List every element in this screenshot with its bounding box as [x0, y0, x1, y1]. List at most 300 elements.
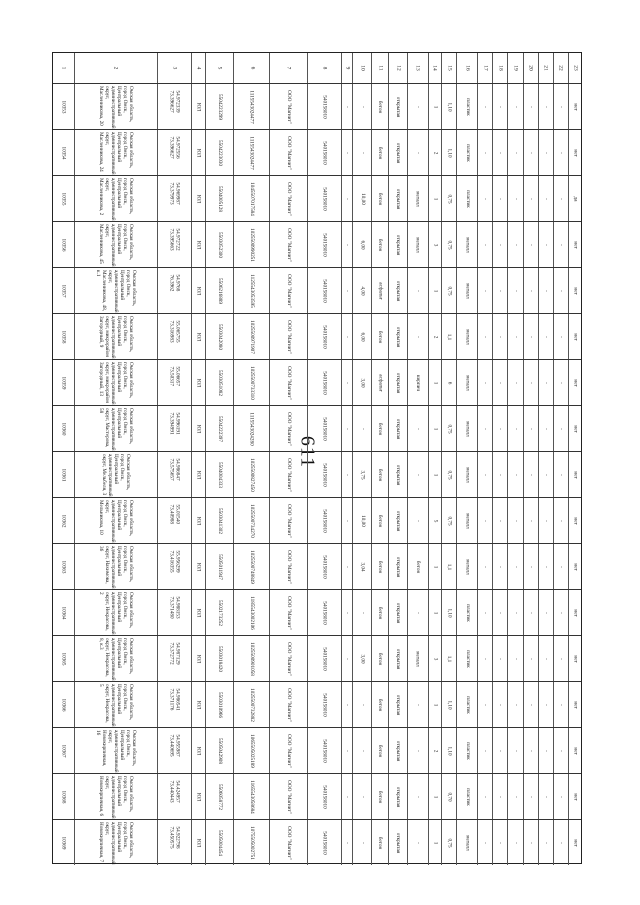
table-cell — [352, 222, 371, 267]
cell-text: - — [527, 565, 534, 568]
table-cell — [407, 314, 428, 359]
cell-text: - — [497, 335, 504, 338]
table-cell — [74, 682, 157, 727]
cell-text: бетон — [377, 744, 384, 757]
table-cell — [477, 636, 492, 681]
header-cell — [456, 53, 477, 83]
column-number: 10 — [359, 65, 366, 71]
table-cell — [523, 314, 538, 359]
cell-text: 0,75 — [446, 193, 453, 204]
cell-text: 540158010 — [321, 692, 328, 717]
table-cell — [441, 728, 456, 773]
cell-text: - — [497, 611, 504, 614]
cell-text: ЮЛ — [195, 378, 202, 387]
table-cell — [341, 498, 352, 543]
cell-text: - — [344, 427, 351, 430]
table-cell — [352, 130, 371, 175]
table-cell — [157, 682, 191, 727]
table-cell — [269, 682, 307, 727]
cell-text: 10360 — [60, 422, 67, 435]
cell-text: - — [557, 519, 564, 522]
cell-text: 1,10 — [446, 101, 453, 112]
cell-text: - — [542, 657, 549, 660]
table-cell — [492, 728, 507, 773]
table-cell — [428, 682, 441, 727]
cell-text: металл — [464, 328, 471, 345]
cell-text: - — [527, 749, 534, 752]
table-cell — [74, 498, 157, 543]
cell-text: 10359 — [60, 376, 67, 389]
cell-text: открытая — [395, 372, 402, 393]
table-cell — [477, 360, 492, 405]
column-number: 12 — [395, 65, 402, 71]
table-cell — [553, 498, 568, 543]
table-cell — [53, 452, 74, 497]
cell-text: 540158010 — [321, 370, 328, 395]
table-cell — [428, 314, 441, 359]
cell-text: ЮЛ — [195, 700, 202, 709]
cell-text: - — [415, 795, 422, 798]
table-cell — [568, 84, 583, 129]
cell-text: - — [497, 105, 504, 108]
table-cell — [477, 176, 492, 221]
cell-text: открытая — [395, 648, 402, 669]
table-cell — [507, 774, 522, 819]
table-cell — [205, 728, 233, 773]
cell-text: - — [542, 565, 549, 568]
table-cell — [341, 544, 352, 589]
cell-text: 1025500733310 — [248, 365, 255, 400]
cell-text: 10369 — [60, 836, 67, 849]
cell-text: ЮЛ — [195, 286, 202, 295]
cell-text: металл — [415, 236, 422, 253]
cell-text: бетон — [377, 422, 384, 435]
table-cell — [477, 498, 492, 543]
table-cell — [456, 84, 477, 129]
table-cell — [307, 498, 341, 543]
table-cell — [205, 544, 233, 589]
cell-text: ООО "Магнит" — [285, 595, 292, 630]
table-cell — [523, 590, 538, 635]
cell-text: ООО "Магнит" — [285, 641, 292, 676]
header-cell — [157, 53, 191, 83]
cell-text: бетон — [377, 146, 384, 159]
cell-text: металл — [464, 558, 471, 575]
table-cell — [157, 268, 191, 313]
cell-text: нет — [572, 470, 579, 479]
cell-text: 54.996191 73.394991 — [168, 412, 181, 435]
header-cell — [441, 53, 456, 83]
cell-text: - — [527, 427, 534, 430]
cell-text: 1 — [432, 841, 439, 844]
column-number: 20 — [527, 65, 534, 71]
table-cell — [441, 682, 456, 727]
cell-text: ООО "Магнит" — [285, 365, 292, 400]
cell-text: - — [557, 427, 564, 430]
header-cell — [407, 53, 428, 83]
cell-text: - — [512, 657, 519, 660]
cell-text: ЮЛ — [195, 332, 202, 341]
cell-text: открытая — [395, 740, 402, 761]
cell-text: открытая — [395, 694, 402, 715]
cell-text: асфальт — [377, 281, 384, 300]
table-cell — [507, 590, 522, 635]
cell-text: - — [497, 473, 504, 476]
cell-text: - — [359, 841, 366, 844]
cell-text: 540158010 — [321, 186, 328, 211]
cell-text: - — [344, 565, 351, 568]
cell-text: 5504005128 — [216, 185, 223, 212]
table-cell — [191, 222, 205, 267]
cell-text: 54.922798 73.450575 — [168, 826, 181, 849]
column-number: 22 — [557, 65, 564, 71]
header-cell — [568, 53, 583, 83]
table-cell — [53, 176, 74, 221]
table-cell — [307, 130, 341, 175]
header-cell — [538, 53, 553, 83]
cell-text: Омская область, город Омск, Центральный административный округ, Некрасова, 5 — [97, 683, 134, 726]
cell-text: - — [542, 381, 549, 384]
table-cell — [74, 636, 157, 681]
cell-text: - — [557, 565, 564, 568]
cell-text: - — [527, 657, 534, 660]
table-cell — [492, 682, 507, 727]
cell-text: 1025500748849 — [248, 549, 255, 584]
table-cell — [428, 176, 441, 221]
cell-text: 0,75 — [446, 423, 453, 434]
table-row — [53, 267, 581, 313]
table-cell — [523, 360, 538, 405]
cell-text: нет — [572, 240, 579, 249]
cell-text: бетон — [377, 652, 384, 665]
table-cell — [492, 130, 507, 175]
cell-text: 3,00 — [359, 653, 366, 664]
cell-text: - — [482, 381, 489, 384]
table-row — [53, 405, 581, 451]
table-cell — [205, 774, 233, 819]
table-cell — [568, 130, 583, 175]
table-cell — [371, 728, 388, 773]
table-cell — [269, 130, 307, 175]
table-cell — [407, 222, 428, 267]
table-cell — [352, 636, 371, 681]
table-cell — [553, 590, 568, 635]
cell-text: Омская область, город Омск, Центральный административный округ, микрорайон Загородный, 9 — [97, 315, 134, 358]
table-cell — [205, 682, 233, 727]
cell-text: - — [557, 657, 564, 660]
cell-text: 5504004333 — [216, 461, 223, 488]
cell-text: 1 — [432, 427, 439, 430]
cell-text: асфальт — [377, 373, 384, 392]
table-cell — [233, 406, 269, 451]
table-cell — [428, 130, 441, 175]
cell-text: 540158010 — [321, 830, 328, 855]
table-cell — [492, 360, 507, 405]
column-number: 7 — [285, 66, 292, 70]
cell-text: - — [344, 611, 351, 614]
cell-text: ООО "Магнит" — [285, 411, 292, 446]
table-cell — [407, 176, 428, 221]
table-cell — [191, 820, 205, 865]
cell-text: Омская область, город Омск, Центральный административный округ, Новокирпичная, 16 — [94, 729, 137, 772]
column-number: 21 — [542, 65, 549, 71]
cell-text: 1,10 — [446, 147, 453, 158]
table-cell — [523, 176, 538, 221]
cell-text: 54.9768 76.3962 — [168, 274, 181, 291]
cell-text: 0,70 — [446, 791, 453, 802]
header-cell — [523, 53, 538, 83]
table-cell — [233, 498, 269, 543]
cell-text: - — [512, 335, 519, 338]
cell-text: - — [557, 243, 564, 246]
cell-text: - — [527, 473, 534, 476]
table-cell — [441, 406, 456, 451]
column-number: 9 — [344, 66, 351, 70]
cell-text: пластик — [464, 787, 471, 806]
column-number: 2 — [112, 66, 119, 70]
table-cell — [74, 176, 157, 221]
table-cell — [538, 728, 553, 773]
table-cell — [341, 590, 352, 635]
cell-text: - — [344, 473, 351, 476]
cell-text: 10364 — [60, 606, 67, 619]
cell-text: Омская область, город Омск, Центральный административный округ, Нахимова, 36 — [97, 545, 134, 588]
table-cell — [407, 360, 428, 405]
table-cell — [233, 452, 269, 497]
table-row — [53, 451, 581, 497]
table-cell — [388, 130, 407, 175]
cell-text: бетон — [377, 836, 384, 849]
table-cell — [523, 268, 538, 313]
header-cell — [341, 53, 352, 83]
table-cell — [477, 820, 492, 865]
table-cell — [456, 360, 477, 405]
table-cell — [407, 130, 428, 175]
table-cell — [492, 544, 507, 589]
cell-text: ООО "Магнит" — [285, 319, 292, 354]
table-header-row — [53, 53, 581, 83]
cell-text: 1,10 — [446, 699, 453, 710]
table-cell — [341, 176, 352, 221]
cell-text: бетон — [377, 238, 384, 251]
table-cell — [507, 314, 522, 359]
cell-text: 1 — [432, 197, 439, 200]
cell-text: - — [542, 703, 549, 706]
table-cell — [441, 360, 456, 405]
table-cell — [157, 130, 191, 175]
header-cell — [492, 53, 507, 83]
table-cell — [233, 820, 269, 865]
cell-text: 1045507017584 — [248, 181, 255, 216]
cell-text: металл — [415, 190, 422, 207]
cell-text: Омская область, город Омск, Центральный административный округ, Мастерова, 58 — [97, 407, 134, 450]
table-cell — [507, 636, 522, 681]
cell-text: 5504223030 — [216, 139, 223, 166]
cell-text: нет — [572, 700, 579, 709]
table-cell — [371, 774, 388, 819]
table-cell — [74, 406, 157, 451]
table-cell — [74, 590, 157, 635]
table-cell — [205, 452, 233, 497]
cell-text: 1025500734270 — [248, 503, 255, 538]
table-cell — [568, 636, 583, 681]
table-cell — [205, 406, 233, 451]
table-cell — [341, 682, 352, 727]
cell-text: да — [572, 196, 579, 201]
cell-text: 54.988153 73.371480 — [168, 596, 181, 619]
cell-text: металл — [464, 236, 471, 253]
cell-text: 5506216889 — [216, 277, 223, 304]
cell-text: 10355 — [60, 192, 67, 205]
cell-text: - — [527, 795, 534, 798]
cell-text: 5504222397 — [216, 415, 223, 442]
cell-text: ООО "Магнит" — [285, 457, 292, 492]
table-cell — [538, 222, 553, 267]
table-row — [53, 635, 581, 681]
cell-text: - — [415, 289, 422, 292]
cell-text: - — [542, 473, 549, 476]
cell-text: 54.972722 73.395663 — [168, 228, 181, 251]
table-cell — [507, 498, 522, 543]
cell-text: пластик — [464, 97, 471, 116]
table-cell — [441, 590, 456, 635]
cell-text: 10354 — [60, 146, 67, 159]
table-cell — [341, 84, 352, 129]
table-cell — [371, 406, 388, 451]
table-cell — [371, 268, 388, 313]
cell-text: - — [482, 841, 489, 844]
table-cell — [507, 820, 522, 865]
table-cell — [341, 130, 352, 175]
cell-text: 5504223299 — [216, 93, 223, 120]
cell-text: металл — [464, 466, 471, 483]
table-cell — [441, 84, 456, 129]
table-cell — [456, 590, 477, 635]
cell-text: пластик — [464, 695, 471, 714]
cell-text: нет — [572, 378, 579, 387]
cell-text: 2 — [432, 151, 439, 154]
table-cell — [53, 130, 74, 175]
cell-text: - — [415, 703, 422, 706]
table-cell — [456, 222, 477, 267]
cell-text: - — [497, 197, 504, 200]
cell-text: 10366 — [60, 698, 67, 711]
table-cell — [307, 636, 341, 681]
table-cell — [371, 130, 388, 175]
cell-text: - — [415, 749, 422, 752]
cell-text: Омская область, город Омск, Центральный административный округ, Некрасова, 8, к.3 — [97, 637, 134, 680]
table-cell — [191, 406, 205, 451]
table-cell — [456, 314, 477, 359]
table-row — [53, 819, 581, 865]
cell-text: - — [512, 841, 519, 844]
table-cell — [538, 360, 553, 405]
table-cell — [553, 728, 568, 773]
table-cell — [568, 314, 583, 359]
table-cell — [74, 268, 157, 313]
table-cell — [441, 452, 456, 497]
cell-text: 54.986847 73.575657 — [168, 458, 181, 481]
table-cell — [407, 84, 428, 129]
table-cell — [428, 544, 441, 589]
cell-text: металл — [464, 374, 471, 391]
table-cell — [568, 498, 583, 543]
cell-text: 54.987129 73.372772 — [168, 642, 181, 665]
table-cell — [307, 176, 341, 221]
cell-text: нет — [572, 654, 579, 663]
table-cell — [388, 176, 407, 221]
table-cell — [371, 176, 388, 221]
table-cell — [341, 268, 352, 313]
table-cell — [191, 268, 205, 313]
table-cell — [492, 636, 507, 681]
cell-text: - — [497, 381, 504, 384]
table-cell — [553, 176, 568, 221]
cell-text: открытая — [395, 556, 402, 577]
table-cell — [538, 176, 553, 221]
table-row — [53, 727, 581, 773]
column-number: 4 — [195, 66, 202, 70]
cell-text: пластик — [464, 741, 471, 760]
table-cell — [568, 222, 583, 267]
cell-text: 1 — [432, 473, 439, 476]
cell-text: - — [512, 381, 519, 384]
table-cell — [523, 222, 538, 267]
table-cell — [157, 590, 191, 635]
table-cell — [341, 360, 352, 405]
cell-text: ООО "Магнит" — [285, 89, 292, 124]
cell-text: - — [512, 151, 519, 154]
cell-text: ООО "Магнит" — [285, 549, 292, 584]
register-table — [52, 52, 582, 864]
table-cell — [456, 268, 477, 313]
cell-text: открытая — [395, 188, 402, 209]
cell-text: - — [512, 703, 519, 706]
cell-text: - — [482, 105, 489, 108]
table-cell — [538, 406, 553, 451]
cell-text: Омская область, город Омск, Центральный административный округ, Новокирпичная, 6 — [97, 775, 134, 818]
cell-text: 0,75 — [446, 469, 453, 480]
table-cell — [371, 498, 388, 543]
cell-text: - — [415, 841, 422, 844]
column-number: 1 — [60, 66, 67, 70]
table-cell — [191, 314, 205, 359]
cell-text: 3,00 — [359, 377, 366, 388]
table-cell — [456, 774, 477, 819]
table-cell — [341, 314, 352, 359]
cell-text: - — [415, 335, 422, 338]
table-cell — [507, 544, 522, 589]
table-cell — [53, 222, 74, 267]
table-cell — [477, 222, 492, 267]
table-cell — [388, 222, 407, 267]
table-cell — [538, 452, 553, 497]
table-cell — [441, 268, 456, 313]
table-cell — [553, 130, 568, 175]
table-cell — [456, 544, 477, 589]
table-cell — [553, 84, 568, 129]
table-cell — [388, 406, 407, 451]
cell-text: - — [527, 841, 534, 844]
table-row — [53, 129, 581, 175]
cell-text: 5502173252 — [216, 599, 223, 626]
cell-text: 1125543053595 — [248, 273, 255, 308]
cell-text: Омская область, город Омск, Центральный административный округ, Некрасова, 2 — [97, 591, 134, 634]
table-cell — [428, 452, 441, 497]
table-cell — [407, 498, 428, 543]
cell-text: 1 — [432, 105, 439, 108]
cell-text: - — [497, 657, 504, 660]
